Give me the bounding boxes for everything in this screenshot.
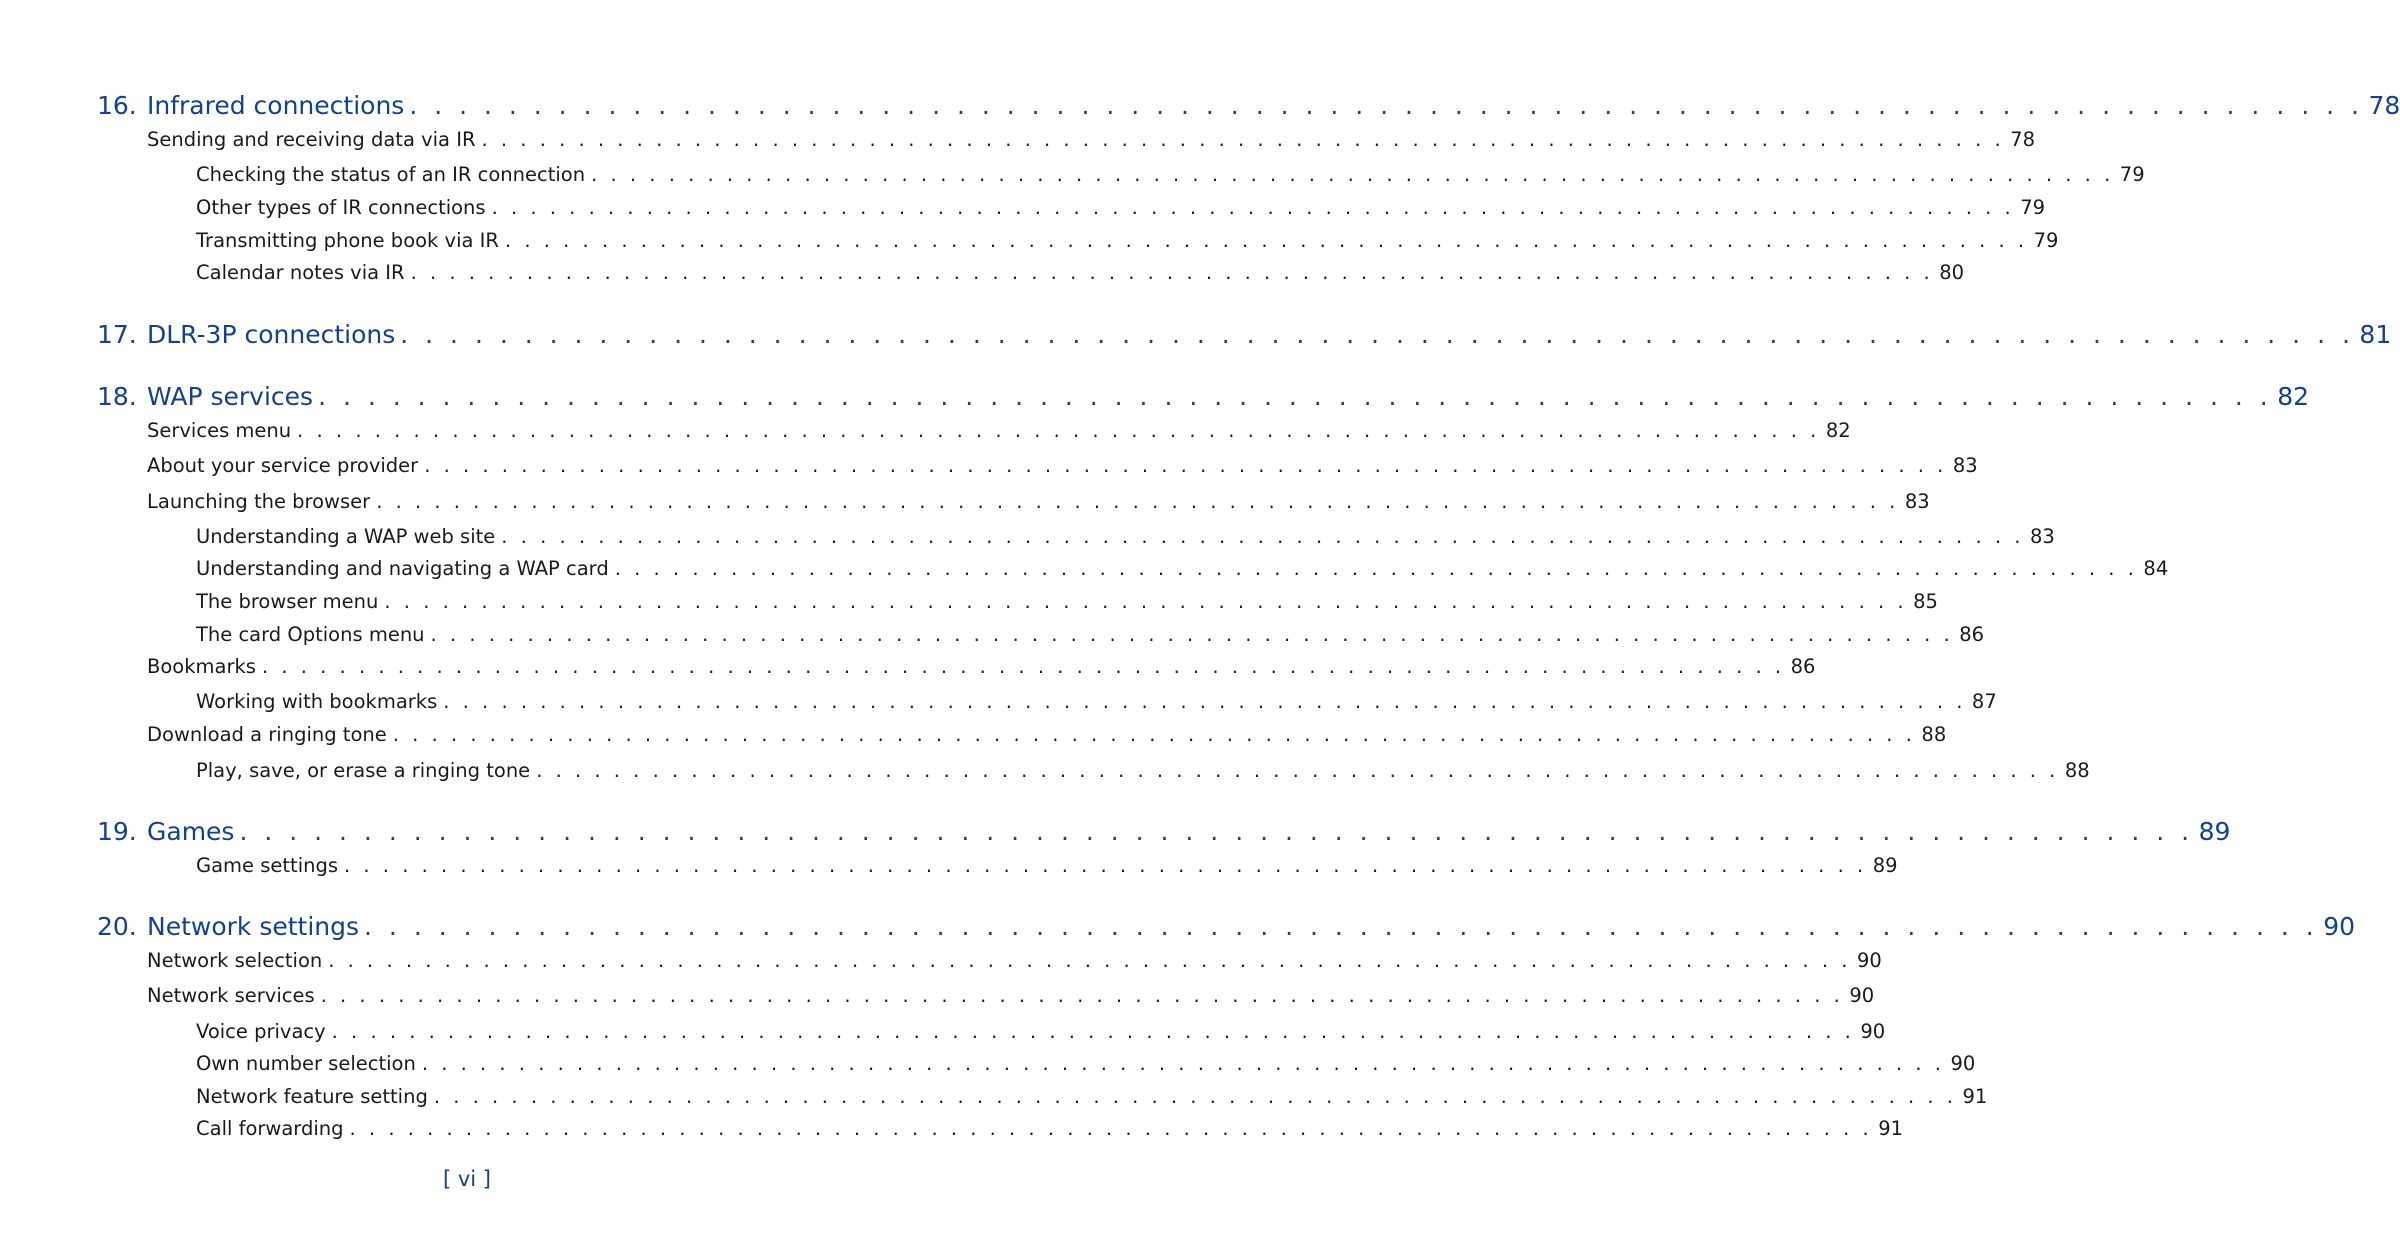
chapter-number: 19. (97, 817, 137, 846)
page-number: 87 (1971, 690, 1997, 713)
page-number: 79 (2020, 196, 2046, 219)
toc-entry[interactable] (147, 128, 2035, 154)
dot-leader: . . . . . . . . . . . . . . . . . . . . . . . . . . . . . . . . . . . . . . . . . . . . . . . . . . . . . . . . . . . . . . . . . . . . . . . . . . . . . . . (591, 163, 2114, 186)
dot-leader: . . . . . . . . . . . . . . . . . . . . . . . . . . . . . . . . . . . . . . . . . . . . . . . . . . . . . . . . . . . . . . . . . . . . . . . . . . . . . . . (239, 817, 2194, 846)
toc-chapter-16[interactable] (97, 91, 2400, 123)
entry-title: The browser menu (196, 590, 379, 613)
page-number: 83 (1952, 454, 1978, 477)
dot-leader: . . . . . . . . . . . . . . . . . . . . . . . . . . . . . . . . . . . . . . . . . . . . . . . . . . . . . . . . . . . . . . . . . . . . . . . . . . . . . . . (410, 261, 1934, 284)
dot-leader: . . . . . . . . . . . . . . . . . . . . . . . . . . . . . . . . . . . . . . . . . . . . . . . . . . . . . . . . . . . . . . . . . . . . . . . . . . . . . . . (424, 454, 1947, 477)
toc-entry[interactable] (147, 984, 1875, 1010)
entry-title: Working with bookmarks (196, 690, 438, 713)
page-number: 91 (1962, 1085, 1988, 1108)
chapter-title: 18. WAP services (97, 382, 314, 411)
dot-leader: . . . . . . . . . . . . . . . . . . . . . . . . . . . . . . . . . . . . . . . . . . . . . . . . . . . . . . . . . . . . . . . . . . . . . . . . . . . . . . . (344, 854, 1867, 877)
chapter-title: 16. Infrared connections (97, 91, 405, 120)
toc-chapter-17[interactable] (97, 320, 2392, 352)
page-number: 84 (2143, 557, 2169, 580)
entry-title: Own number selection (196, 1052, 416, 1075)
entry-title: Launching the browser (147, 490, 371, 513)
toc-subentry[interactable] (196, 229, 2059, 255)
entry-title: Transmitting phone book via IR (196, 229, 499, 252)
dot-leader: . . . . . . . . . . . . . . . . . . . . . . . . . . . . . . . . . . . . . . . . . . . . . . . . . . . . . . . . . . . . . . . . . . . . . . . . . . . . . . . (297, 419, 1820, 442)
chapter-number: 18. (97, 382, 137, 411)
toc-entry[interactable] (147, 655, 1816, 681)
entry-title: Sending and receiving data via IR (147, 128, 476, 151)
entry-title: Network selection (147, 949, 323, 972)
entry-title: About your service provider (147, 454, 419, 477)
page-footer-number: [ vi ] (443, 1167, 491, 1191)
entry-title: Services menu (147, 419, 292, 442)
toc-subentry[interactable] (196, 854, 1898, 880)
dot-leader: . . . . . . . . . . . . . . . . . . . . . . . . . . . . . . . . . . . . . . . . . . . . . . . . . . . . . . . . . . . . . . . . . . . . . . . . . . . . . . . (504, 229, 2028, 252)
toc-subentry[interactable] (196, 557, 2169, 583)
dot-leader: . . . . . . . . . . . . . . . . . . . . . . . . . . . . . . . . . . . . . . . . . . . . . . . . . . . . . . . . . . . . . . . . . . . . . . . . . . . . . . . (433, 1085, 1957, 1108)
entry-title: Other types of IR connections (196, 196, 486, 219)
toc-subentry[interactable] (196, 1020, 1886, 1046)
dot-leader: . . . . . . . . . . . . . . . . . . . . . . . . . . . . . . . . . . . . . . . . . . . . . . . . . . . . . . . . . . . . . . . . . . . . . . . . . . . . . . . (443, 690, 1966, 713)
dot-leader: . . . . . . . . . . . . . . . . . . . . . . . . . . . . . . . . . . . . . . . . . . . . . . . . . . . . . . . . . . . . . . . . . . . . . . . . . . . . . . . (384, 590, 1908, 613)
dot-leader: . . . . . . . . . . . . . . . . . . . . . . . . . . . . . . . . . . . . . . . . . . . . . . . . . . . . . . . . . . . . . . . . . . . . . . . . . . . . . . . (536, 759, 2059, 782)
dot-leader: . . . . . . . . . . . . . . . . . . . . . . . . . . . . . . . . . . . . . . . . . . . . . . . . . . . . . . . . . . . . . . . . . . . . . . . . . . . . . . . (400, 320, 2355, 349)
toc-subentry[interactable] (196, 525, 2055, 551)
page-number: 86 (1790, 655, 1816, 678)
toc-entry[interactable] (147, 723, 1947, 749)
entry-title: Understanding and navigating a WAP card (196, 557, 609, 580)
dot-leader: . . . . . . . . . . . . . . . . . . . . . . . . . . . . . . . . . . . . . . . . . . . . . . . . . . . . . . . . . . . . . . . . . . . . . . . . . . . . . . . (614, 557, 2138, 580)
chapter-title: 20. Network settings (97, 912, 360, 941)
toc-chapter-20[interactable] (97, 912, 2355, 944)
page-number: 88 (2064, 759, 2090, 782)
toc-subentry[interactable] (196, 590, 1938, 616)
dot-leader: . . . . . . . . . . . . . . . . . . . . . . . . . . . . . . . . . . . . . . . . . . . . . . . . . . . . . . . . . . . . . . . . . . . . . . . . . . . . . . . (409, 91, 2364, 120)
page-number: 89 (2198, 817, 2231, 846)
toc-chapter-19[interactable] (97, 817, 2231, 849)
page-number: 90 (2323, 912, 2355, 941)
toc-entry[interactable] (147, 490, 1930, 516)
entry-title: Understanding a WAP web site (196, 525, 496, 548)
page-number: 90 (1856, 949, 1882, 972)
page-number: 82 (2277, 382, 2310, 411)
entry-title: Play, save, or erase a ringing tone (196, 759, 531, 782)
dot-leader: . . . . . . . . . . . . . . . . . . . . . . . . . . . . . . . . . . . . . . . . . . . . . . . . . . . . . . . . . . . . . . . . . . . . . . . . . . . . . . . (481, 128, 2005, 151)
entry-title: The card Options menu (196, 623, 425, 646)
toc-chapter-18[interactable] (97, 382, 2310, 414)
entry-title: Checking the status of an IR connection (196, 163, 586, 186)
page-number: 91 (1878, 1117, 1904, 1140)
dot-leader: . . . . . . . . . . . . . . . . . . . . . . . . . . . . . . . . . . . . . . . . . . . . . . . . . . . . . . . . . . . . . . . . . . . . . . . . . . . . . . . (376, 490, 1899, 513)
chapter-number: 17. (97, 320, 137, 349)
dot-leader: . . . . . . . . . . . . . . . . . . . . . . . . . . . . . . . . . . . . . . . . . . . . . . . . . . . . . . . . . . . . . . . . . . . . . . . . . . . . . . . (328, 949, 1851, 972)
toc-subentry[interactable] (196, 1117, 1904, 1143)
entry-title: Network services (147, 984, 315, 1007)
toc-subentry[interactable] (196, 261, 1965, 287)
chapter-number: 16. (97, 91, 137, 120)
toc-subentry[interactable] (196, 163, 2145, 189)
toc-entry[interactable] (147, 419, 1851, 445)
entry-title: Bookmarks (147, 655, 256, 678)
toc-subentry[interactable] (196, 623, 1985, 649)
page-number: 88 (1921, 723, 1947, 746)
page-number: 86 (1959, 623, 1985, 646)
page-number: 90 (1849, 984, 1875, 1007)
entry-title: Network feature setting (196, 1085, 428, 1108)
toc-subentry[interactable] (196, 1052, 1976, 1078)
chapter-title: 19. Games (97, 817, 235, 846)
entry-title: Game settings (196, 854, 339, 877)
dot-leader: . . . . . . . . . . . . . . . . . . . . . . . . . . . . . . . . . . . . . . . . . . . . . . . . . . . . . . . . . . . . . . . . . . . . . . . . . . . . . . . (364, 912, 2319, 941)
dot-leader: . . . . . . . . . . . . . . . . . . . . . . . . . . . . . . . . . . . . . . . . . . . . . . . . . . . . . . . . . . . . . . . . . . . . . . . . . . . . . . . (392, 723, 1916, 746)
dot-leader: . . . . . . . . . . . . . . . . . . . . . . . . . . . . . . . . . . . . . . . . . . . . . . . . . . . . . . . . . . . . . . . . . . . . . . . . . . . . . . . (501, 525, 2024, 548)
page-number: 79 (2119, 163, 2145, 186)
page-number: 85 (1913, 590, 1938, 613)
toc-subentry[interactable] (196, 690, 1997, 716)
page-number: 78 (2010, 128, 2035, 151)
toc-subentry[interactable] (196, 1085, 1988, 1111)
toc-entry[interactable] (147, 454, 1978, 480)
page-number: 89 (1872, 854, 1898, 877)
dot-leader: . . . . . . . . . . . . . . . . . . . . . . . . . . . . . . . . . . . . . . . . . . . . . . . . . . . . . . . . . . . . . . . . . . . . . . . . . . . . . . . (349, 1117, 1873, 1140)
page-number: 81 (2359, 320, 2392, 349)
toc-subentry[interactable] (196, 759, 2090, 785)
page-number: 90 (1860, 1020, 1886, 1043)
entry-title: Call forwarding (196, 1117, 344, 1140)
page-number: 79 (2033, 229, 2059, 252)
entry-title: Download a ringing tone (147, 723, 387, 746)
page-number: 82 (1825, 419, 1851, 442)
dot-leader: . . . . . . . . . . . . . . . . . . . . . . . . . . . . . . . . . . . . . . . . . . . . . . . . . . . . . . . . . . . . . . . . . . . . . . . . . . . . . . . (261, 655, 1785, 678)
toc-entry[interactable] (147, 949, 1882, 975)
dot-leader: . . . . . . . . . . . . . . . . . . . . . . . . . . . . . . . . . . . . . . . . . . . . . . . . . . . . . . . . . . . . . . . . . . . . . . . . . . . . . . . (421, 1052, 1945, 1075)
entry-title: Voice privacy (196, 1020, 326, 1043)
dot-leader: . . . . . . . . . . . . . . . . . . . . . . . . . . . . . . . . . . . . . . . . . . . . . . . . . . . . . . . . . . . . . . . . . . . . . . . . . . . . . . . (491, 196, 2015, 219)
page-number: 90 (1950, 1052, 1976, 1075)
dot-leader: . . . . . . . . . . . . . . . . . . . . . . . . . . . . . . . . . . . . . . . . . . . . . . . . . . . . . . . . . . . . . . . . . . . . . . . . . . . . . . . (318, 382, 2273, 411)
page-number: 80 (1939, 261, 1965, 284)
page-number: 83 (1904, 490, 1930, 513)
dot-leader: . . . . . . . . . . . . . . . . . . . . . . . . . . . . . . . . . . . . . . . . . . . . . . . . . . . . . . . . . . . . . . . . . . . . . . . . . . . . . . . (320, 984, 1844, 1007)
chapter-number: 20. (97, 912, 137, 941)
dot-leader: . . . . . . . . . . . . . . . . . . . . . . . . . . . . . . . . . . . . . . . . . . . . . . . . . . . . . . . . . . . . . . . . . . . . . . . . . . . . . . . (331, 1020, 1855, 1043)
page-number: 83 (2029, 525, 2055, 548)
page-number: 78 (2368, 91, 2400, 120)
toc-subentry[interactable] (196, 196, 2046, 222)
chapter-title: 17. DLR-3P connections (97, 320, 396, 349)
dot-leader: . . . . . . . . . . . . . . . . . . . . . . . . . . . . . . . . . . . . . . . . . . . . . . . . . . . . . . . . . . . . . . . . . . . . . . . . . . . . . . . (430, 623, 1954, 646)
entry-title: Calendar notes via IR (196, 261, 405, 284)
